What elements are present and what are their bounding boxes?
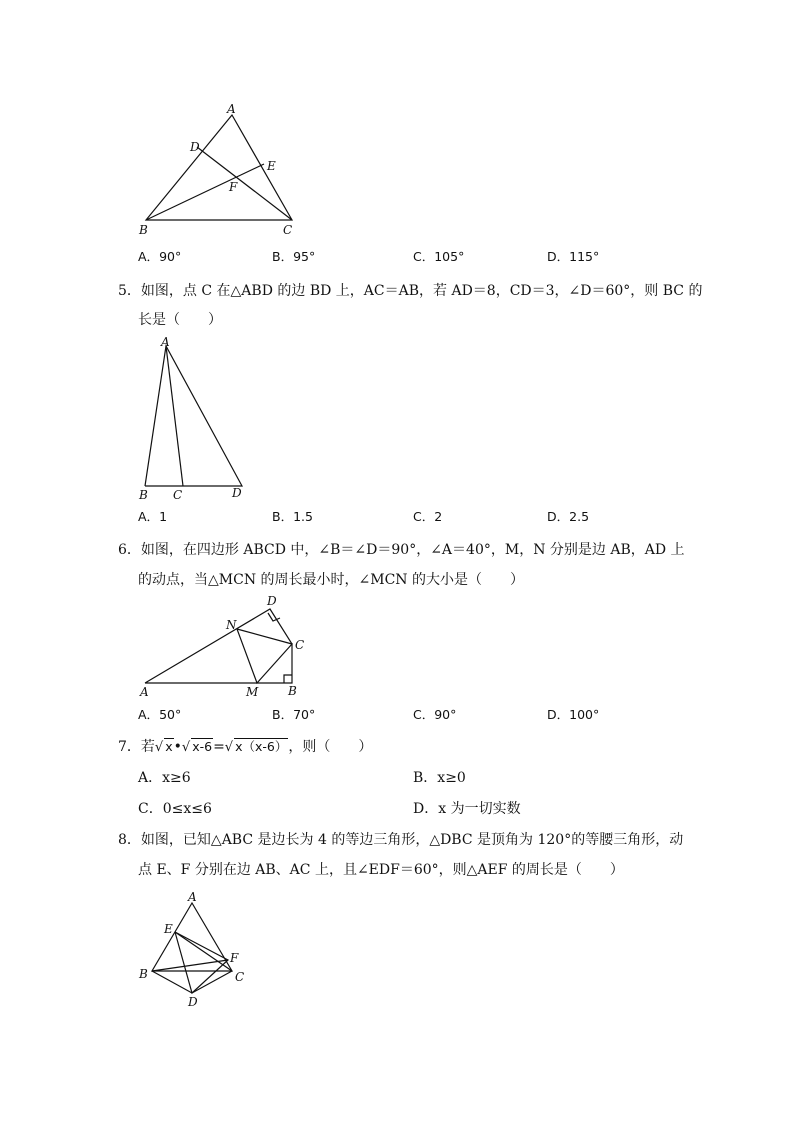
q7-option-b[interactable]: B．x≥0 — [413, 770, 466, 786]
radical-sign-icon: √ — [154, 740, 164, 755]
q4-option-b[interactable]: B．95° — [272, 249, 316, 264]
q5-option-d[interactable]: D．2.5 — [547, 509, 590, 524]
q4-option-d[interactable]: D．115° — [547, 249, 600, 264]
q5-option-c[interactable]: C．2 — [413, 509, 443, 524]
q8-figure — [130, 886, 260, 1011]
q6-label-c: C — [295, 638, 305, 652]
q4-label-c: C — [283, 223, 293, 237]
q5-stem-line2: 长是（ ） — [138, 312, 222, 328]
q4-segment-be — [146, 164, 264, 220]
q6-label-a: A — [140, 685, 149, 699]
q8-label-f: F — [230, 951, 239, 965]
q7-option-c[interactable]: C．0≤x≤6 — [138, 801, 212, 817]
q6-right-angle-b — [284, 675, 292, 683]
q8-label-e: E — [164, 922, 173, 936]
q6-figure — [130, 592, 320, 702]
q7-radicand-2: x-6 — [192, 739, 213, 754]
q8-segment-ec — [175, 932, 232, 971]
q6-quadrilateral-abcd — [145, 609, 292, 683]
q5-stem-line1: 5．如图，点 C 在△ABD 的边 BD 上，AC＝AB，若 AD＝8，CD＝3，∠D＝60°，则 BC 的 — [118, 283, 703, 299]
q4-option-c[interactable]: C．105° — [413, 249, 465, 264]
q6-stem-line2: 的动点，当△MCN 的周长最小时，∠MCN 的大小是（ ） — [138, 572, 524, 588]
q5-figure — [130, 332, 260, 507]
q7-radicand-1: x — [165, 739, 173, 754]
q6-option-b[interactable]: B．70° — [272, 707, 316, 722]
q7-radicand-3: x（x-6） — [235, 739, 288, 754]
q5-label-c: C — [173, 488, 183, 502]
q7-option-d[interactable]: D．x 为一切实数 — [413, 801, 521, 817]
q5-label-b: B — [139, 488, 148, 502]
q4-option-a[interactable]: A．90° — [138, 249, 182, 264]
q8-segment-bf — [152, 960, 228, 971]
q6-label-d: D — [267, 594, 277, 608]
q6-label-m: M — [246, 685, 259, 699]
q6-option-d[interactable]: D．100° — [547, 707, 600, 722]
q5-triangle-abd — [145, 346, 242, 486]
q8-stem-line1: 8．如图，已知△ABC 是边长为 4 的等边三角形，△DBC 是顶角为 120°的等腰三角形，动 — [118, 832, 684, 848]
q8-label-d: D — [188, 995, 198, 1009]
q6-label-b: B — [288, 684, 297, 698]
q5-label-a: A — [161, 335, 170, 349]
q6-option-c[interactable]: C．90° — [413, 707, 457, 722]
q4-label-d: D — [190, 140, 200, 154]
q4-label-b: B — [139, 223, 148, 237]
q5-option-a[interactable]: A．1 — [138, 509, 168, 524]
q4-label-f: F — [229, 180, 238, 194]
q5-label-d: D — [232, 486, 242, 500]
q6-label-n: N — [226, 618, 237, 632]
q4-label-a: A — [227, 102, 236, 116]
q4-segment-dc — [197, 147, 292, 220]
q6-right-angle-d — [268, 613, 280, 621]
q8-label-c: C — [235, 970, 245, 984]
q5-segment-ac — [166, 346, 183, 486]
q8-label-a: A — [188, 890, 197, 904]
q8-stem-line2: 点 E、F 分别在边 AB、AC 上，且∠EDF＝60°，则△AEF 的周长是（ ） — [138, 862, 624, 878]
q4-label-e: E — [267, 159, 276, 173]
q6-option-a[interactable]: A．50° — [138, 707, 182, 722]
q4-figure — [130, 98, 320, 243]
q7-stem: 7．若√ x•√ x-6=√ x（x-6），则（ ） — [118, 739, 373, 755]
q6-stem-line1: 6．如图，在四边形 ABCD 中，∠B＝∠D＝90°，∠A＝40°，M，N 分别是边 AB，AD 上 — [118, 542, 685, 558]
q8-triangle-dbc — [152, 971, 232, 993]
radical-sign-icon: √ — [224, 740, 234, 755]
q8-label-b: B — [139, 967, 148, 981]
radical-sign-icon: √ — [181, 740, 191, 755]
q5-option-b[interactable]: B．1.5 — [272, 509, 313, 524]
q7-option-a[interactable]: A．x≥6 — [138, 770, 191, 786]
